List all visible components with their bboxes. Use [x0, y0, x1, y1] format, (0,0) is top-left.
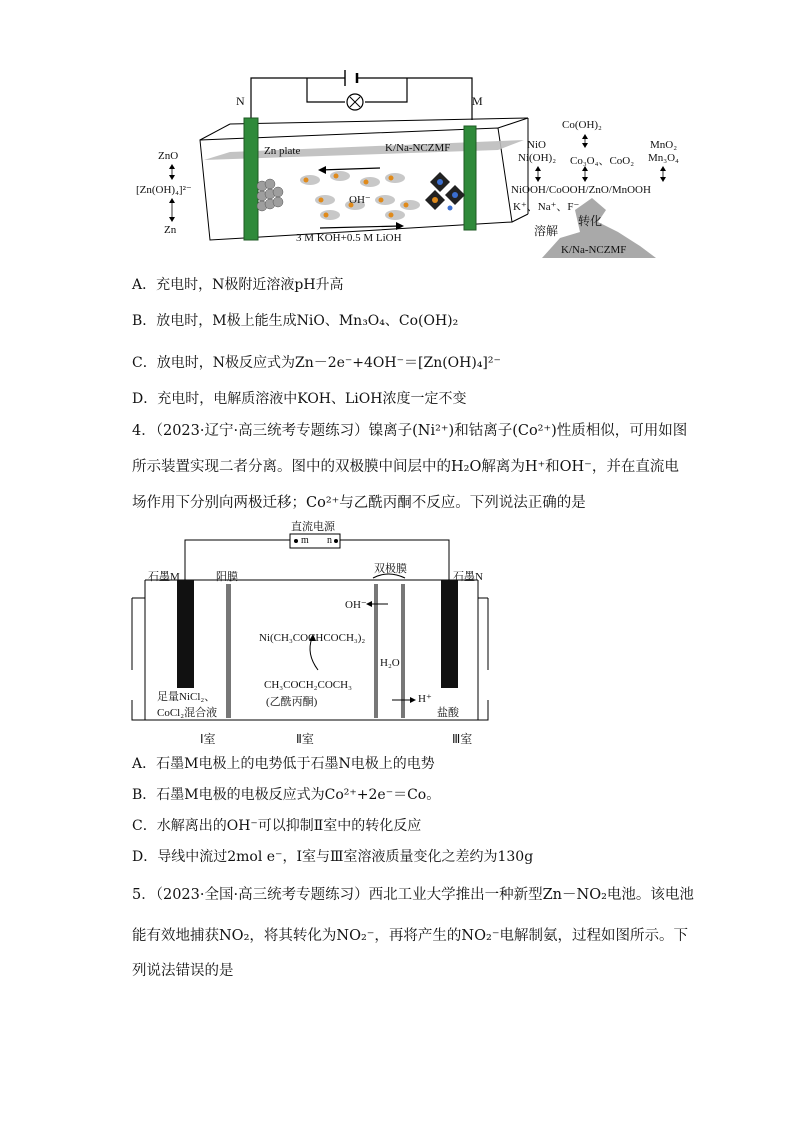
- transform-label: 转化: [578, 214, 603, 228]
- q5-line-3: 列说法错误的是: [132, 963, 234, 979]
- q3-option-c: C．放电时，N极反应式为Zn－2e⁻+4OH⁻＝[Zn(OH)₄]²⁻: [132, 355, 501, 371]
- hplus-label: H⁺: [418, 693, 432, 705]
- q4-line-2: 所示装置实现二者分离。图中的双极膜中间层中的H₂O解离为H⁺和OH⁻，并在直流电: [132, 459, 679, 475]
- coOH2-label: Co(OH)₂: [562, 119, 602, 131]
- room-2-label: Ⅱ室: [296, 732, 314, 746]
- h2o-label: H₂O: [380, 657, 400, 669]
- complex-label: Ni(CH₃COCHCOCH₃)₂: [259, 632, 366, 644]
- graphite-n-label: 石墨N: [453, 571, 483, 583]
- bipolar-label: 双极膜: [374, 563, 407, 575]
- mno2-label: MnO₂: [650, 139, 678, 151]
- zn-plate-label: Zn plate: [264, 145, 301, 157]
- solution-line-2: CoCl₂混合液: [157, 707, 218, 719]
- terminal-m: m: [301, 535, 309, 546]
- cell-diagram: [0, 520, 794, 750]
- q4-option-d: D．导线中流过2mol e⁻，Ⅰ室与Ⅲ室溶液质量变化之差约为130g: [132, 849, 534, 865]
- co3o4-label: Co₃O₄、CoO₂: [570, 155, 635, 167]
- zincate-label: [Zn(OH)₄]²⁻: [136, 184, 192, 196]
- q5-line-2: 能有效地捕获NO₂，将其转化为NO₂⁻，再将产生的NO₂⁻电解制氨，过程如图所示。下: [132, 928, 688, 944]
- dissolve-label: 溶解: [534, 224, 559, 238]
- acac-cn-label: (乙酰丙酮): [266, 696, 318, 708]
- zno-label: ZnO: [158, 150, 179, 162]
- room-1-label: Ⅰ室: [200, 732, 216, 746]
- room-3-label: Ⅲ室: [452, 732, 473, 746]
- q4-line-1: 4．（2023·辽宁·高三统考专题练习）镍离子(Ni²⁺)和钴离子(Co²⁺)性质相似，可用如图: [132, 423, 688, 439]
- q4-option-a: A．石墨M电极上的电势低于石墨N电极上的电势: [132, 756, 435, 772]
- oh-label: OH⁻: [349, 194, 371, 206]
- q5-line-1: 5．（2023·全国·高三统考专题练习）西北工业大学推出一种新型Zn－NO₂电池。该电池: [132, 887, 694, 903]
- battery-diagram: [0, 0, 794, 270]
- nio-label: NiO: [527, 139, 546, 151]
- electrolyte-label: 3 M KOH+0.5 M LiOH: [296, 232, 402, 244]
- mound-base-label: K/Na-NCZMF: [561, 244, 627, 256]
- q3-option-d: D．充电时，电解质溶液中KOH、LiOH浓度一定不变: [132, 391, 467, 407]
- mn3o4-label: Mn₃O₄: [648, 152, 679, 164]
- q4-line-3: 场作用下分别向两极迁移；Co²⁺与乙酰丙酮不反应。下列说法正确的是: [132, 495, 586, 511]
- q3-option-a: A．充电时，N极附近溶液pH升高: [132, 277, 344, 293]
- power-label: 直流电源: [291, 521, 335, 533]
- q4-option-b: B．石墨M电极的电极反应式为Co²⁺+2e⁻＝Co。: [132, 787, 441, 803]
- graphite-m-label: 石墨M: [148, 571, 180, 583]
- ions-label: K⁺、Na⁺、F⁻: [513, 201, 580, 213]
- solution-line-1: 足量NiCl₂、: [157, 691, 216, 703]
- niOH2-label: Ni(OH)₂: [518, 152, 557, 164]
- label-m: M: [472, 94, 483, 108]
- q3-option-b: B．放电时，M极上能生成NiO、Mn₃O₄、Co(OH)₂: [132, 313, 459, 329]
- acac-label: CH₃COCH₂COCH₃: [264, 679, 352, 691]
- label-n: N: [236, 94, 245, 108]
- oxyhydroxide-label: NiOOH/CoOOH/ZnO/MnOOH: [511, 184, 651, 196]
- zn-label: Zn: [164, 224, 177, 236]
- cell-figure: [0, 520, 794, 750]
- oh-label-2: OH⁻: [345, 599, 367, 611]
- q4-option-c: C．水解离出的OH⁻可以抑制Ⅱ室中的转化反应: [132, 818, 422, 834]
- battery-figure: [0, 0, 794, 270]
- membrane-label: 阳膜: [216, 571, 238, 583]
- terminal-n: n: [327, 535, 332, 546]
- cathode-label: K/Na-NCZMF: [385, 142, 451, 154]
- hcl-label: 盐酸: [437, 707, 459, 719]
